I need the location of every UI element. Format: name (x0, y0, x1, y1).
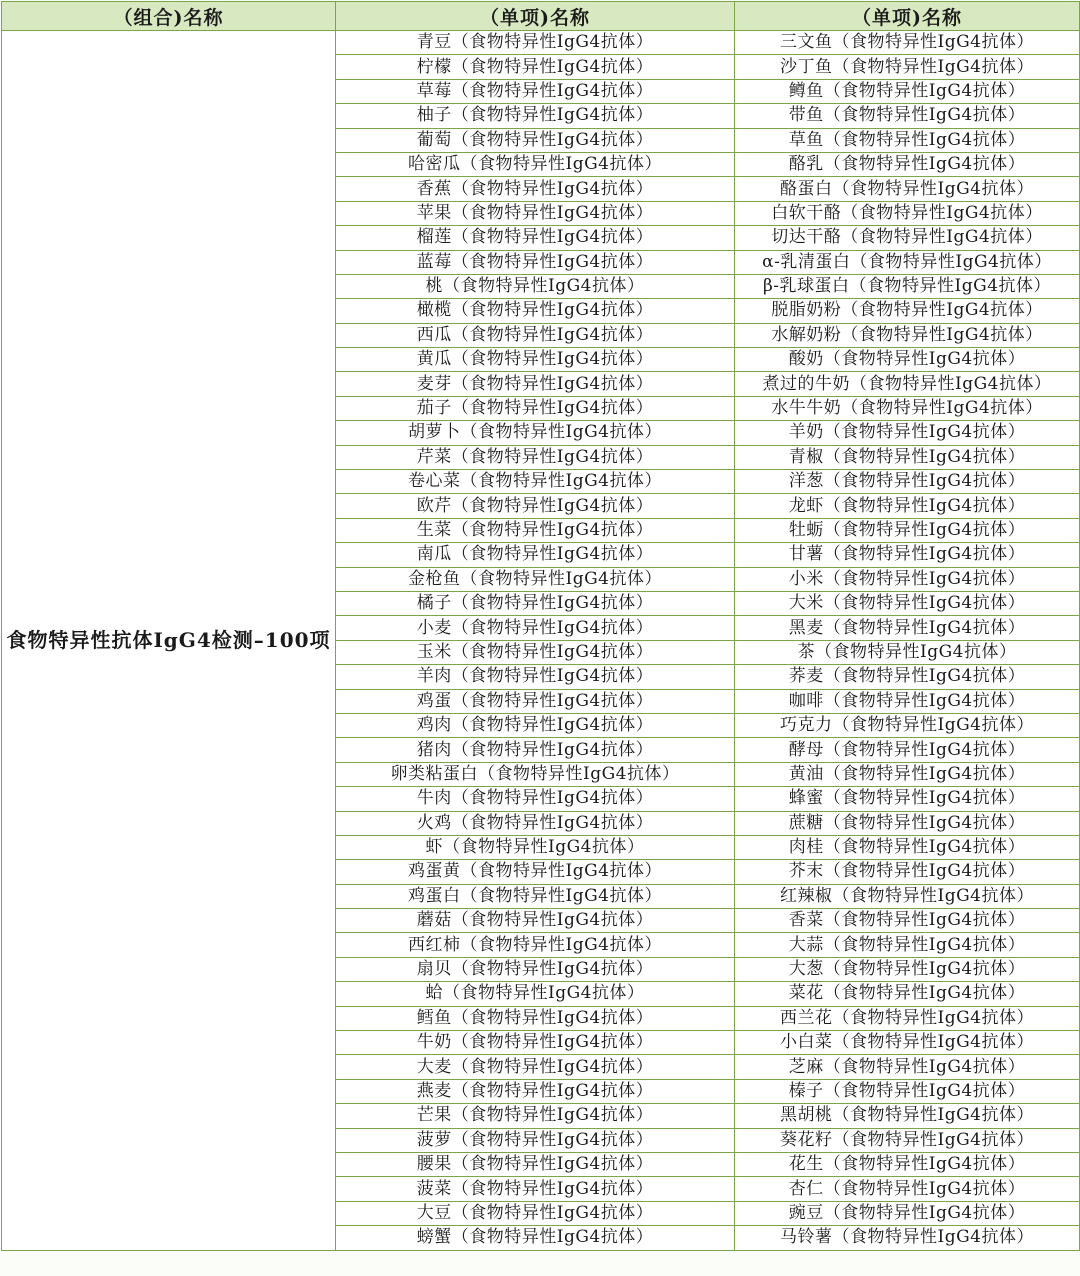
right-item-cell: 白软干酪（食物特异性IgG4抗体） (735, 201, 1080, 225)
left-item-cell: 菠萝（食物特异性IgG4抗体） (336, 1128, 735, 1152)
left-item-cell: 羊肉（食物特异性IgG4抗体） (336, 665, 735, 689)
left-item-cell: 西瓜（食物特异性IgG4抗体） (336, 323, 735, 347)
right-item-cell: 巧克力（食物特异性IgG4抗体） (735, 713, 1080, 737)
right-item-cell: 花生（食物特异性IgG4抗体） (735, 1152, 1080, 1176)
left-item-cell: 黄瓜（食物特异性IgG4抗体） (336, 348, 735, 372)
left-item-cell: 金枪鱼（食物特异性IgG4抗体） (336, 567, 735, 591)
items-table (1, 1, 1080, 1251)
left-item-cell: 鸡蛋（食物特异性IgG4抗体） (336, 689, 735, 713)
left-item-cell: 大豆（食物特异性IgG4抗体） (336, 1201, 735, 1225)
right-item-cell: 咖啡（食物特异性IgG4抗体） (735, 689, 1080, 713)
left-item-cell: 青豆（食物特异性IgG4抗体） (336, 31, 735, 55)
right-item-cell: 洋葱（食物特异性IgG4抗体） (735, 470, 1080, 494)
right-item-cell: 葵花籽（食物特异性IgG4抗体） (735, 1128, 1080, 1152)
right-item-cell: 西兰花（食物特异性IgG4抗体） (735, 1006, 1080, 1030)
right-item-cell: 肉桂（食物特异性IgG4抗体） (735, 835, 1080, 859)
right-item-cell: 酪蛋白（食物特异性IgG4抗体） (735, 177, 1080, 201)
left-item-cell: 柠檬（食物特异性IgG4抗体） (336, 55, 735, 79)
right-item-cell: 杏仁（食物特异性IgG4抗体） (735, 1177, 1080, 1201)
right-item-cell: 蔗糖（食物特异性IgG4抗体） (735, 811, 1080, 835)
header-item-name-left: （单项)名称 (336, 2, 735, 31)
right-item-cell: 带鱼（食物特异性IgG4抗体） (735, 104, 1080, 128)
left-item-cell: 卵类粘蛋白（食物特异性IgG4抗体） (336, 762, 735, 786)
left-item-cell: 芹菜（食物特异性IgG4抗体） (336, 445, 735, 469)
right-item-cell: β-乳球蛋白（食物特异性IgG4抗体） (735, 274, 1080, 298)
left-item-cell: 芒果（食物特异性IgG4抗体） (336, 1104, 735, 1128)
left-item-cell: 鸡蛋白（食物特异性IgG4抗体） (336, 884, 735, 908)
left-item-cell: 菠菜（食物特异性IgG4抗体） (336, 1177, 735, 1201)
left-item-cell: 桃（食物特异性IgG4抗体） (336, 274, 735, 298)
table-row (2, 31, 1080, 55)
right-item-cell: 香菜（食物特异性IgG4抗体） (735, 909, 1080, 933)
right-item-cell: 蜂蜜（食物特异性IgG4抗体） (735, 787, 1080, 811)
header-item-name-right: （单项)名称 (735, 2, 1080, 31)
right-item-cell: 菜花（食物特异性IgG4抗体） (735, 982, 1080, 1006)
left-item-cell: 鸡肉（食物特异性IgG4抗体） (336, 713, 735, 737)
left-item-cell: 榴莲（食物特异性IgG4抗体） (336, 226, 735, 250)
right-item-cell: 黑胡桃（食物特异性IgG4抗体） (735, 1104, 1080, 1128)
right-item-cell: 酵母（食物特异性IgG4抗体） (735, 738, 1080, 762)
left-item-cell: 橘子（食物特异性IgG4抗体） (336, 591, 735, 615)
right-item-cell: 黑麦（食物特异性IgG4抗体） (735, 616, 1080, 640)
right-item-cell: 荞麦（食物特异性IgG4抗体） (735, 665, 1080, 689)
right-item-cell: 红辣椒（食物特异性IgG4抗体） (735, 884, 1080, 908)
left-item-cell: 小麦（食物特异性IgG4抗体） (336, 616, 735, 640)
items-body (2, 31, 1080, 1251)
left-item-cell: 鳕鱼（食物特异性IgG4抗体） (336, 1006, 735, 1030)
right-item-cell: 水解奶粉（食物特异性IgG4抗体） (735, 323, 1080, 347)
right-item-cell: 黄油（食物特异性IgG4抗体） (735, 762, 1080, 786)
left-item-cell: 胡萝卜（食物特异性IgG4抗体） (336, 421, 735, 445)
left-item-cell: 卷心菜（食物特异性IgG4抗体） (336, 470, 735, 494)
group-name-cell: 食物特异性抗体IgG4检测–100项 (2, 31, 336, 1251)
left-item-cell: 蘑菇（食物特异性IgG4抗体） (336, 909, 735, 933)
right-item-cell: 甘薯（食物特异性IgG4抗体） (735, 543, 1080, 567)
right-item-cell: α-乳清蛋白（食物特异性IgG4抗体） (735, 250, 1080, 274)
left-item-cell: 茄子（食物特异性IgG4抗体） (336, 396, 735, 420)
left-item-cell: 玉米（食物特异性IgG4抗体） (336, 640, 735, 664)
left-item-cell: 大麦（食物特异性IgG4抗体） (336, 1055, 735, 1079)
right-item-cell: 芝麻（食物特异性IgG4抗体） (735, 1055, 1080, 1079)
left-item-cell: 橄榄（食物特异性IgG4抗体） (336, 299, 735, 323)
left-item-cell: 火鸡（食物特异性IgG4抗体） (336, 811, 735, 835)
left-item-cell: 草莓（食物特异性IgG4抗体） (336, 79, 735, 103)
header-row (2, 2, 1080, 31)
left-item-cell: 鸡蛋黄（食物特异性IgG4抗体） (336, 860, 735, 884)
right-item-cell: 大米（食物特异性IgG4抗体） (735, 591, 1080, 615)
right-item-cell: 沙丁鱼（食物特异性IgG4抗体） (735, 55, 1080, 79)
right-item-cell: 大蒜（食物特异性IgG4抗体） (735, 933, 1080, 957)
left-item-cell: 蛤（食物特异性IgG4抗体） (336, 982, 735, 1006)
right-item-cell: 马铃薯（食物特异性IgG4抗体） (735, 1226, 1080, 1250)
left-item-cell: 葡萄（食物特异性IgG4抗体） (336, 128, 735, 152)
right-item-cell: 小白菜（食物特异性IgG4抗体） (735, 1031, 1080, 1055)
left-item-cell: 猪肉（食物特异性IgG4抗体） (336, 738, 735, 762)
header-group-name: （组合)名称 (2, 2, 336, 31)
left-item-cell: 蓝莓（食物特异性IgG4抗体） (336, 250, 735, 274)
left-item-cell: 南瓜（食物特异性IgG4抗体） (336, 543, 735, 567)
left-item-cell: 生菜（食物特异性IgG4抗体） (336, 518, 735, 542)
left-item-cell: 欧芹（食物特异性IgG4抗体） (336, 494, 735, 518)
left-item-cell: 螃蟹（食物特异性IgG4抗体） (336, 1226, 735, 1250)
right-item-cell: 脱脂奶粉（食物特异性IgG4抗体） (735, 299, 1080, 323)
left-item-cell: 苹果（食物特异性IgG4抗体） (336, 201, 735, 225)
right-item-cell: 青椒（食物特异性IgG4抗体） (735, 445, 1080, 469)
right-item-cell: 三文鱼（食物特异性IgG4抗体） (735, 31, 1080, 55)
right-item-cell: 羊奶（食物特异性IgG4抗体） (735, 421, 1080, 445)
right-item-cell: 酸奶（食物特异性IgG4抗体） (735, 348, 1080, 372)
right-item-cell: 鳟鱼（食物特异性IgG4抗体） (735, 79, 1080, 103)
left-item-cell: 西红柿（食物特异性IgG4抗体） (336, 933, 735, 957)
right-item-cell: 榛子（食物特异性IgG4抗体） (735, 1079, 1080, 1103)
right-item-cell: 草鱼（食物特异性IgG4抗体） (735, 128, 1080, 152)
left-item-cell: 哈密瓜（食物特异性IgG4抗体） (336, 152, 735, 176)
left-item-cell: 扇贝（食物特异性IgG4抗体） (336, 957, 735, 981)
right-item-cell: 龙虾（食物特异性IgG4抗体） (735, 494, 1080, 518)
left-item-cell: 虾（食物特异性IgG4抗体） (336, 835, 735, 859)
right-item-cell: 酪乳（食物特异性IgG4抗体） (735, 152, 1080, 176)
right-item-cell: 水牛牛奶（食物特异性IgG4抗体） (735, 396, 1080, 420)
left-item-cell: 腰果（食物特异性IgG4抗体） (336, 1152, 735, 1176)
left-item-cell: 柚子（食物特异性IgG4抗体） (336, 104, 735, 128)
left-item-cell: 麦芽（食物特异性IgG4抗体） (336, 372, 735, 396)
left-item-cell: 燕麦（食物特异性IgG4抗体） (336, 1079, 735, 1103)
left-item-cell: 香蕉（食物特异性IgG4抗体） (336, 177, 735, 201)
right-item-cell: 切达干酪（食物特异性IgG4抗体） (735, 226, 1080, 250)
right-item-cell: 茶（食物特异性IgG4抗体） (735, 640, 1080, 664)
left-item-cell: 牛奶（食物特异性IgG4抗体） (336, 1031, 735, 1055)
right-item-cell: 大葱（食物特异性IgG4抗体） (735, 957, 1080, 981)
right-item-cell: 豌豆（食物特异性IgG4抗体） (735, 1201, 1080, 1225)
right-item-cell: 牡蛎（食物特异性IgG4抗体） (735, 518, 1080, 542)
right-item-cell: 芥末（食物特异性IgG4抗体） (735, 860, 1080, 884)
left-item-cell: 牛肉（食物特异性IgG4抗体） (336, 787, 735, 811)
right-item-cell: 煮过的牛奶（食物特异性IgG4抗体） (735, 372, 1080, 396)
right-item-cell: 小米（食物特异性IgG4抗体） (735, 567, 1080, 591)
